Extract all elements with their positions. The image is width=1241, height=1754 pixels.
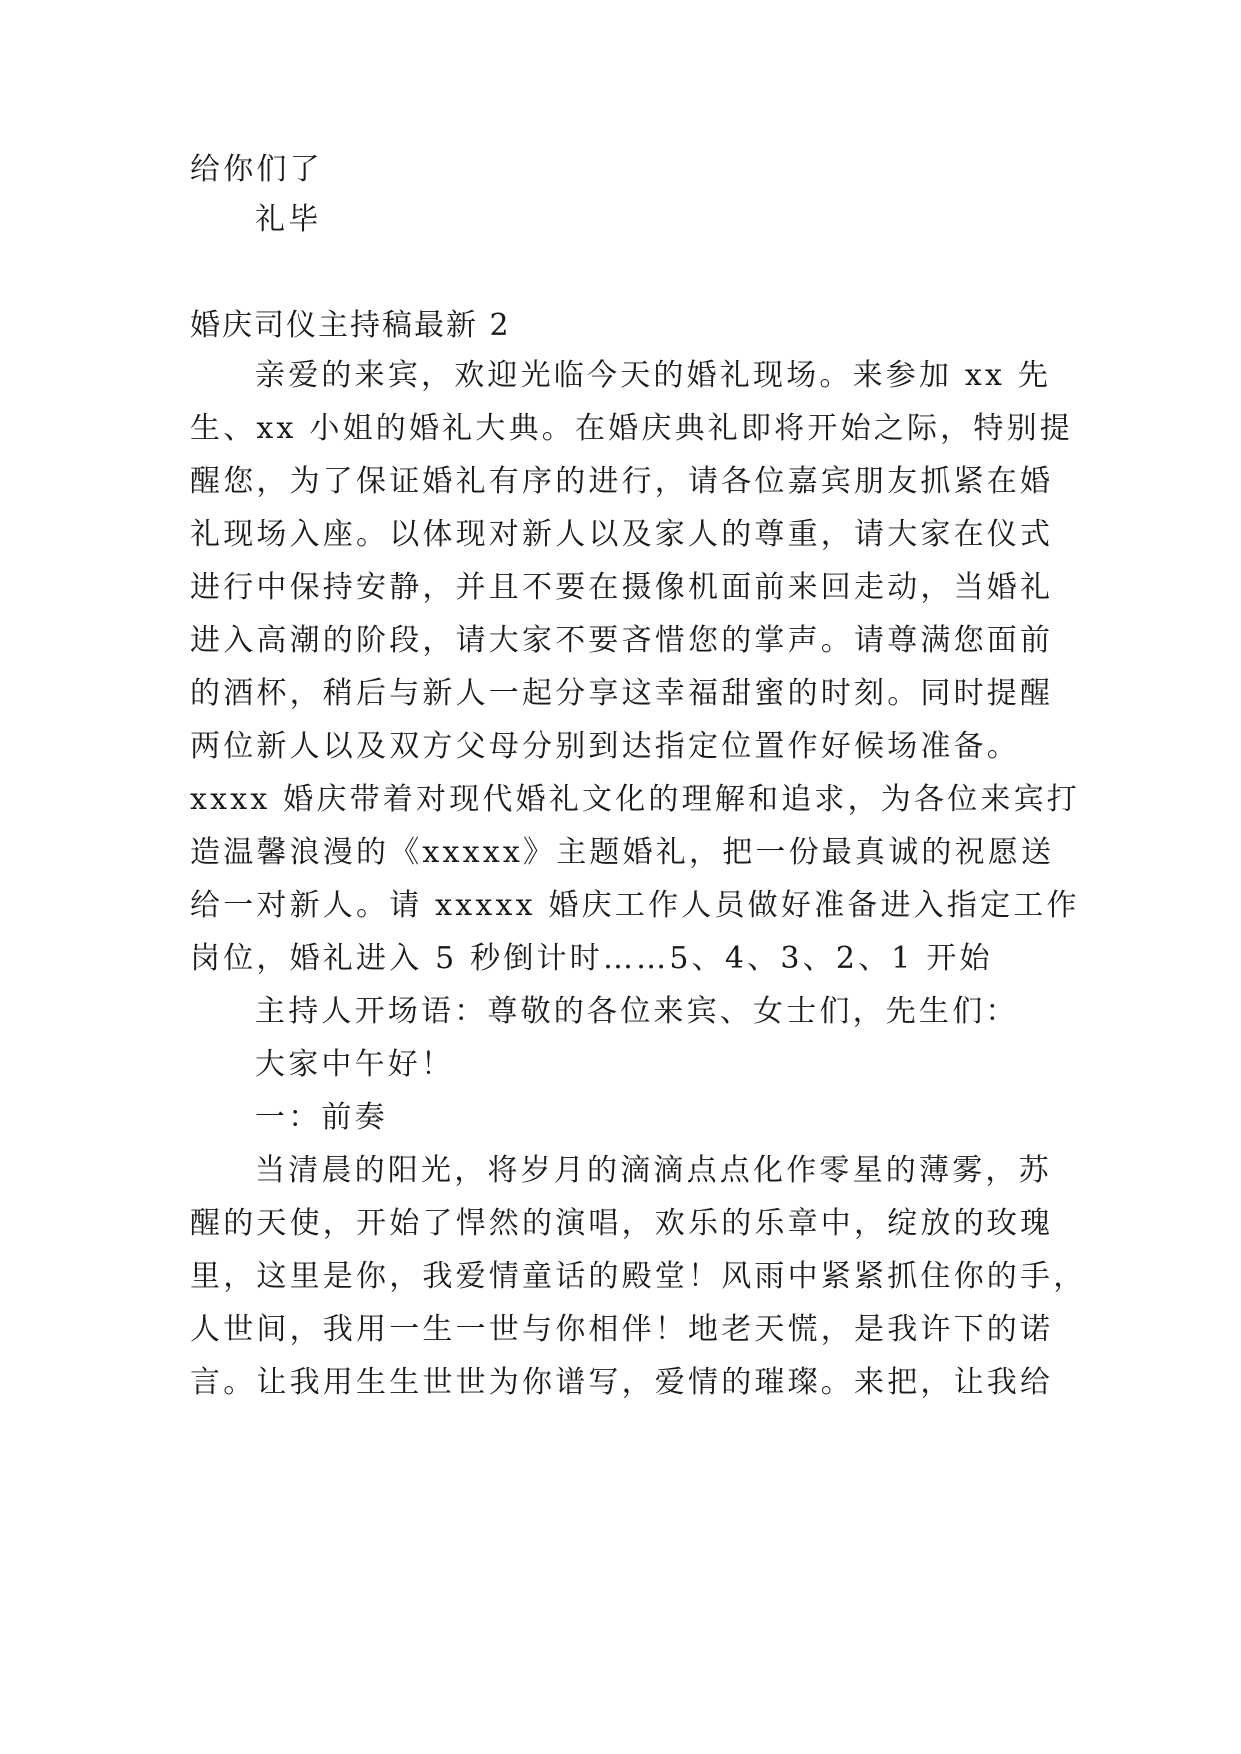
paragraph-line: 醒的天使，开始了悍然的演唱，欢乐的乐章中，绽放的玫瑰 (190, 1206, 1054, 1241)
paragraph-line: xxxx 婚庆带着对现代婚礼文化的理解和追求，为各位来宾打 (190, 782, 1081, 817)
paragraph-line: 生、xx 小姐的婚礼大典。在婚庆典礼即将开始之际，特别提 (190, 411, 1073, 446)
paragraph-line: 人世间，我用一生一世与你相伴！地老天慌，是我许下的诺 (190, 1312, 1054, 1347)
paragraph-line: 两位新人以及双方父母分别到达指定位置作好候场准备。 (190, 729, 1020, 764)
paragraph-line: 进入高潮的阶段，请大家不要吝惜您的掌声。请尊满您面前 (190, 623, 1054, 658)
text-line: 给你们了 (190, 152, 323, 187)
part-heading: 一：前奏 (255, 1100, 388, 1135)
paragraph-line: 言。让我用生生世世为你谱写，爱情的璀璨。来把，让我给 (190, 1365, 1054, 1400)
host-opening-line: 主持人开场语：尊敬的各位来宾、女士们，先生们： (255, 994, 1019, 1029)
paragraph-line: 里，这里是你，我爱情童话的殿堂！风雨中紧紧抓住你的手， (190, 1259, 1087, 1294)
text-line: 礼毕 (255, 202, 322, 237)
paragraph-line: 当清晨的阳光，将岁月的滴滴点点化作零星的薄雾，苏 (255, 1153, 1052, 1188)
greeting-line: 大家中午好！ (255, 1047, 455, 1082)
paragraph-line: 造温馨浪漫的《xxxxx》主题婚礼，把一份最真诚的祝愿送 (190, 835, 1055, 870)
paragraph-line: 亲爱的来宾，欢迎光临今天的婚礼现场。来参加 xx 先 (255, 358, 1052, 393)
paragraph-line: 礼现场入座。以体现对新人以及家人的尊重，请大家在仪式 (190, 517, 1054, 552)
paragraph-line: 进行中保持安静，并且不要在摄像机面前来回走动，当婚礼 (190, 570, 1054, 605)
paragraph-line: 醒您，为了保证婚礼有序的进行，请各位嘉宾朋友抓紧在婚 (190, 464, 1054, 499)
paragraph-line: 的酒杯，稍后与新人一起分享这幸福甜蜜的时刻。同时提醒 (190, 676, 1054, 711)
paragraph-line: 给一对新人。请 xxxxx 婚庆工作人员做好准备进入指定工作 (190, 888, 1080, 923)
paragraph-line: 岗位，婚礼进入 5 秒倒计时……5、4、3、2、1 开始 (190, 941, 993, 976)
section-title: 婚庆司仪主持稿最新 2 (190, 308, 511, 343)
